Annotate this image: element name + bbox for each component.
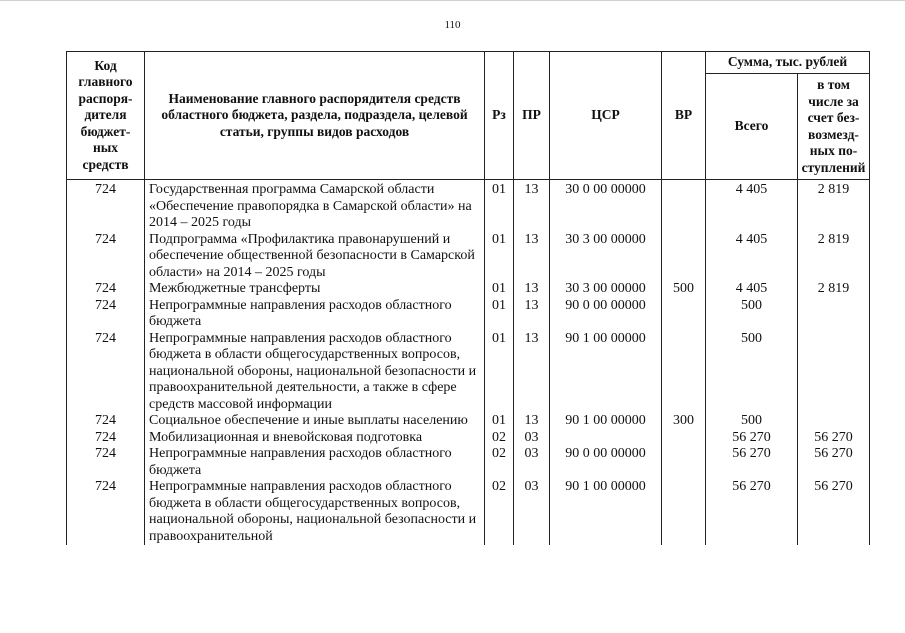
- code-cell: 724: [67, 446, 145, 479]
- rz-cell: 01: [485, 180, 514, 232]
- table-row: [67, 298, 870, 331]
- free-cell: [798, 413, 870, 430]
- page-number: 110: [444, 19, 461, 31]
- header-vr: ВР: [662, 52, 706, 180]
- table-row: [67, 232, 870, 282]
- header-sum: Сумма, тыс. рублей: [706, 52, 870, 74]
- free-cell: 56 270: [798, 430, 870, 447]
- pr-cell: 13: [514, 232, 550, 282]
- pr-cell: 13: [514, 180, 550, 232]
- total-cell: 4 405: [706, 281, 798, 298]
- name-cell: Социальное обеспечение и иные выплаты населению: [145, 413, 485, 430]
- code-cell: 724: [67, 232, 145, 282]
- csr-cell: 30 3 00 00000: [550, 281, 662, 298]
- name-cell: Мобилизационная и вневойсковая подготовка: [145, 430, 485, 447]
- vr-cell: [662, 479, 706, 545]
- csr-cell: 90 1 00 00000: [550, 413, 662, 430]
- total-cell: 500: [706, 331, 798, 414]
- header-free: в том числе за счет без-возмезд-ных по-ступлений: [798, 74, 870, 180]
- header-code: Код главного распоря-дителя бюджет-ных средств: [67, 52, 145, 180]
- vr-cell: [662, 298, 706, 331]
- header-name: Наименование главного распорядителя средств областного бюджета, раздела, подраздела, целевой статьи, группы видов расходов: [145, 52, 485, 180]
- free-cell: 56 270: [798, 446, 870, 479]
- name-cell: Непрограммные направления расходов областного бюджета в области общегосударственных вопросов, национальной обороны, национальной безопасности и правоохранительной деятельности, а также в сфере средств массовой информации: [145, 331, 485, 414]
- total-cell: 500: [706, 413, 798, 430]
- scan-top-edge: [0, 0, 905, 1]
- vr-cell: [662, 180, 706, 232]
- code-cell: 724: [67, 281, 145, 298]
- pr-cell: 13: [514, 413, 550, 430]
- table-row: [67, 281, 870, 298]
- total-cell: 500: [706, 298, 798, 331]
- csr-cell: 90 1 00 00000: [550, 479, 662, 545]
- vr-cell: [662, 331, 706, 414]
- csr-cell: [550, 430, 662, 447]
- name-cell: Непрограммные направления расходов областного бюджета: [145, 298, 485, 331]
- code-cell: 724: [67, 180, 145, 232]
- free-cell: [798, 298, 870, 331]
- free-cell: 2 819: [798, 232, 870, 282]
- free-cell: 56 270: [798, 479, 870, 545]
- pr-cell: 03: [514, 479, 550, 545]
- table-row: [67, 430, 870, 447]
- rz-cell: 02: [485, 446, 514, 479]
- rz-cell: 01: [485, 298, 514, 331]
- free-cell: 2 819: [798, 180, 870, 232]
- table-body: [67, 180, 870, 546]
- pr-cell: 13: [514, 281, 550, 298]
- vr-cell: 500: [662, 281, 706, 298]
- code-cell: 724: [67, 479, 145, 545]
- code-cell: 724: [67, 298, 145, 331]
- csr-cell: 30 0 00 00000: [550, 180, 662, 232]
- total-cell: 56 270: [706, 446, 798, 479]
- csr-cell: 90 0 00 00000: [550, 298, 662, 331]
- table-row: [67, 180, 870, 232]
- free-cell: [798, 331, 870, 414]
- pr-cell: 03: [514, 430, 550, 447]
- csr-cell: 90 1 00 00000: [550, 331, 662, 414]
- header-pr: ПР: [514, 52, 550, 180]
- pr-cell: 13: [514, 331, 550, 414]
- rz-cell: 02: [485, 430, 514, 447]
- header-rz: Рз: [485, 52, 514, 180]
- header-csr: ЦСР: [550, 52, 662, 180]
- total-cell: 56 270: [706, 430, 798, 447]
- pr-cell: 03: [514, 446, 550, 479]
- free-cell: 2 819: [798, 281, 870, 298]
- table-header: [67, 52, 870, 180]
- name-cell: Непрограммные направления расходов областного бюджета: [145, 446, 485, 479]
- code-cell: 724: [67, 430, 145, 447]
- budget-table: [66, 51, 870, 545]
- vr-cell: 300: [662, 413, 706, 430]
- csr-cell: 30 3 00 00000: [550, 232, 662, 282]
- pr-cell: 13: [514, 298, 550, 331]
- name-cell: Подпрограмма «Профилактика правонарушений и обеспечение общественной безопасности в Самарской области» на 2014 – 2025 годы: [145, 232, 485, 282]
- total-cell: 4 405: [706, 232, 798, 282]
- vr-cell: [662, 430, 706, 447]
- csr-cell: 90 0 00 00000: [550, 446, 662, 479]
- table-row: [67, 413, 870, 430]
- rz-cell: 01: [485, 331, 514, 414]
- table-row: [67, 446, 870, 479]
- rz-cell: 01: [485, 232, 514, 282]
- vr-cell: [662, 232, 706, 282]
- header-total: Всего: [706, 74, 798, 180]
- name-cell: Государственная программа Самарской области «Обеспечение правопорядка в Самарской области» на 2014 – 2025 годы: [145, 180, 485, 232]
- table-row: [67, 331, 870, 414]
- rz-cell: 01: [485, 413, 514, 430]
- name-cell: Межбюджетные трансферты: [145, 281, 485, 298]
- name-cell: Непрограммные направления расходов областного бюджета в области общегосударственных вопросов, национальной обороны, национальной безопасности и правоохранительной: [145, 479, 485, 545]
- vr-cell: [662, 446, 706, 479]
- code-cell: 724: [67, 413, 145, 430]
- total-cell: 56 270: [706, 479, 798, 545]
- rz-cell: 01: [485, 281, 514, 298]
- code-cell: 724: [67, 331, 145, 414]
- table-row: [67, 479, 870, 545]
- rz-cell: 02: [485, 479, 514, 545]
- total-cell: 4 405: [706, 180, 798, 232]
